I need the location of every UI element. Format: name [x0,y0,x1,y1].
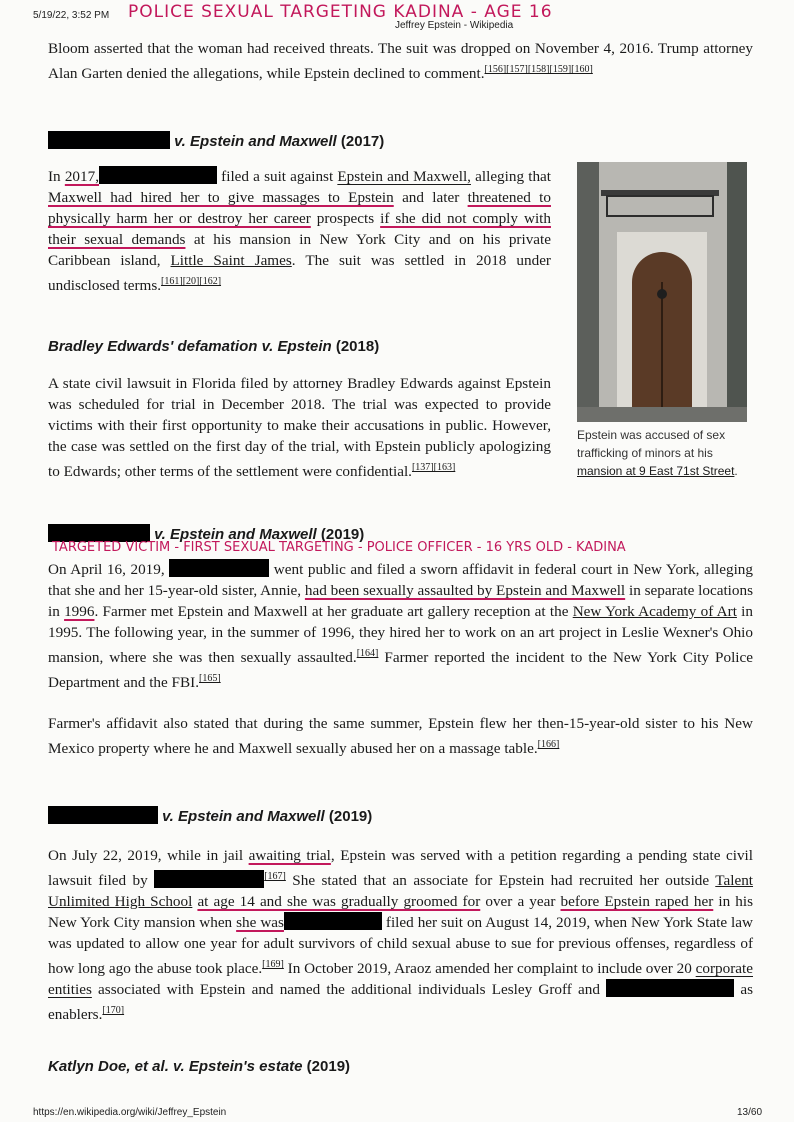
print-page-title: Jeffrey Epstein - Wikipedia [395,20,514,31]
redaction-box [672,979,734,997]
link-epstein-maxwell[interactable]: Epstein and Maxwell, [337,168,471,185]
handwritten-header-note: POLICE SEXUAL TARGETING KADINA - AGE 16 [128,2,553,22]
paragraph-affidavit: Farmer's affidavit also stated that during the same summer, Epstein flew her then-15-year-old sister to his New Mexico property where he and Maxwell sexually abused her on a massage table.[166] [48,715,753,758]
print-datetime: 5/19/22, 3:52 PM [33,10,110,21]
redaction-box [606,979,672,997]
redaction-box [99,166,217,184]
section-heading-2017: v. Epstein and Maxwell (2017) [48,131,384,150]
link-ny-academy-art[interactable]: New York Academy of Art [572,603,737,620]
link-little-saint-james[interactable]: Little Saint James [170,252,292,269]
photo-caption: Epstein was accused of sex trafficking of minors at his mansion at 9 East 71st Street. [577,428,738,478]
redaction-box [48,806,158,824]
section-heading-katlyn-doe: Katlyn Doe, et al. v. Epstein's estate (2019) [48,1058,351,1075]
print-footer-url: https://en.wikipedia.org/wiki/Jeffrey_Epstein [33,1107,227,1118]
redaction-box [169,559,269,577]
paragraph-edwards: A state civil lawsuit in Florida filed by attorney Bradley Edwards against Epstein was scheduled for trial in December 2018. The trial was expected to provide victims with their first opportunity to make their accusations in public. However, the case was settled on the first day of the trial, with Epstein publicly apologizing to Edwards; other terms of the settlement were confidential.[137][163] [48,375,551,481]
link-corporate-entities[interactable]: corporate entities [48,960,753,999]
redaction-box [154,870,264,888]
section-heading-2019-araoz: v. Epstein and Maxwell (2019) [48,806,372,825]
paragraph-2017-suit: In 2017, filed a suit against Epstein and Maxwell, alleging that Maxwell had hired her to give massages to Epstein and later threatened to physically harm her or destroy her career prospects if she did not comply with their sexual demands at his mansion in New York City and on his private Caribbean island, Little Saint James. The suit was settled in 2018 under undisclosed terms.[161][20][162] [48,168,552,295]
mansion-photo [577,162,747,422]
handwritten-note-victim: TARGETED VICTIM - FIRST SEXUAL TARGETING - POLICE OFFICER - 16 YRS OLD - KADINA [52,540,626,555]
print-page-number: 13/60 [737,1107,763,1118]
paragraph-farmer: On April 16, 2019, went public and filed a sworn affidavit in federal court in New York, alleging that she and her 15-year-old sister, Annie, had been sexually assaulted by Epstein and Maxwell in separate locations in 1996. Farmer met Epstein and Maxwell at her graduate art gallery reception at the New York Academy of Art in 1995. The following year, in the summer of 1996, they hired her to work on an art project in Leslie Wexner's Ohio mansion, where she was then sexually assaulted.[164] Farmer reported the incident to the New York City Police Department and the FBI.[165] [48,561,753,692]
link-mansion[interactable]: mansion at 9 East 71st Street [577,464,735,478]
section-heading-edwards: Bradley Edwards' defamation v. Epstein (2018) [48,338,380,355]
redaction-box [48,131,170,149]
section-heading-2019-farmer: v. Epstein and Maxwell (2019) [48,524,364,543]
paragraph-araoz: On July 22, 2019, while in jail awaiting trial, Epstein was served with a petition regarding a pending state civil lawsuit filed by [167] She stated that an associate for Epstein had recruited her outside Talent Unlimited High School at age 14 and she was gradually groomed for over a year before Epstein raped her in his New York City mansion when she was filed her suit on August 14, 2019, when New York State law was updated to allow one year for adult survivors of child sexual abuse to sue for previous offenses, regardless of how long ago the abuse took place.[169] In October 2019, Araoz amended her complaint to include over 20 corporate entities associated with Epstein and named the additional individuals Lesley Groff and as enablers.[170] [48,847,754,1024]
link-talent-unlimited[interactable]: Talent Unlimited High School [48,872,754,911]
redaction-box [284,912,382,930]
paragraph-bloom: Bloom asserted that the woman had received threats. The suit was dropped on November 4, 2016. Trump attorney Alan Garten denied the allegations, while Epstein declined to comment.[156][157][158][159][160] [48,40,753,83]
